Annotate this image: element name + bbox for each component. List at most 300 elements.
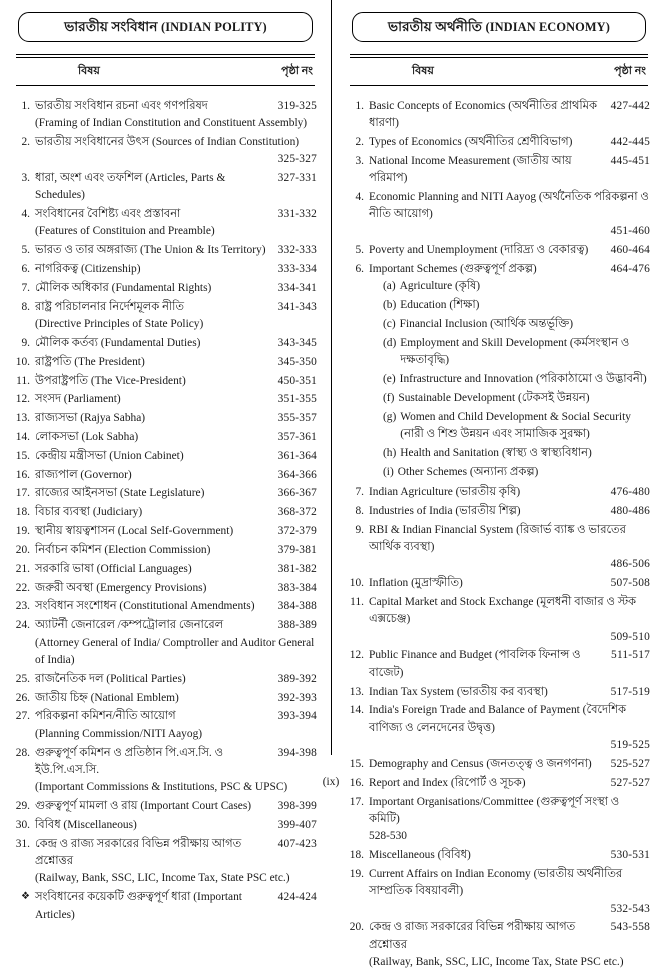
entry-number: 17.: [15, 487, 30, 500]
subentry-title: Employment and Skill Development (কর্মসংস্থান ও দক্ষতাবৃদ্ধি): [400, 336, 630, 367]
entry-page-range-wrapped: [369, 223, 650, 240]
entry-main-line: [369, 261, 650, 278]
entry-main-line: [35, 134, 317, 151]
toc-entry[interactable]: [14, 817, 317, 834]
entry-title: গুরুত্বপূর্ণ মামলা ও রায় (Important Court Cases): [35, 800, 252, 813]
entry-main-line: [35, 745, 317, 780]
toc-entry[interactable]: [14, 561, 317, 578]
toc-entry[interactable]: [14, 206, 317, 241]
subentry-title: Other Schemes (অন্যান্য প্রকল্প): [397, 465, 539, 478]
entry-number: 20.: [349, 921, 364, 934]
subentry-title: Education (শিক্ষা): [400, 299, 480, 312]
toc-entry[interactable]: [348, 503, 650, 520]
entry-page-range: 319-325: [277, 99, 317, 112]
entry-number: 2.: [21, 135, 30, 148]
entry-title: মৌলিক অধিকার (Fundamental Rights): [35, 281, 212, 294]
entry-title: গুরুত্বপূর্ণ কমিশন ও প্রতিষ্ঠান পি.এস.সি. ও ইউ.পি.এস.সি.: [35, 746, 223, 776]
entry-page-range-wrapped: [369, 556, 650, 573]
column-title-box-left: [18, 12, 313, 42]
entry-number: 5.: [355, 244, 364, 257]
entry-body: [35, 261, 317, 278]
entry-title: রাজ্যসভা (Rajya Sabha): [35, 412, 146, 425]
entry-page-range: 381-382: [277, 562, 317, 575]
entry-main-line: [35, 708, 317, 725]
entry-number: 13.: [15, 412, 30, 425]
toc-entry[interactable]: [14, 354, 317, 371]
entry-body: [35, 335, 317, 352]
toc-entry[interactable]: [14, 429, 317, 446]
entry-body: [35, 98, 317, 133]
entry-main-line: [369, 794, 650, 829]
entry-page-range: 450-351: [277, 374, 317, 387]
entry-body: [35, 206, 317, 241]
column-head-rules-left: [14, 54, 317, 86]
entry-main-line: [35, 373, 317, 390]
entry-page-range: 427-442: [610, 99, 650, 112]
toc-entry[interactable]: [14, 523, 317, 540]
toc-entry[interactable]: [348, 647, 650, 682]
entry-page-range: 345-350: [277, 355, 317, 368]
page-folio: (ix): [322, 776, 340, 788]
entry-main-line: [35, 485, 317, 502]
toc-entry[interactable]: [14, 261, 317, 278]
entry-body: [35, 485, 317, 502]
entry-number: 16.: [15, 468, 30, 481]
entry-number: 15.: [15, 449, 30, 462]
entry-main-line: [369, 684, 650, 701]
toc-entry[interactable]: [14, 299, 317, 334]
entry-body: [35, 373, 317, 390]
column-title-box-right: [352, 12, 646, 42]
entry-number: 8.: [355, 504, 364, 517]
head-rule-thick-left: [16, 54, 315, 55]
entry-number: 1.: [355, 99, 364, 112]
entry-number: 10.: [349, 577, 364, 590]
entry-title: নাগরিকত্ব (Citizenship): [35, 263, 141, 276]
column-head-row-right: [348, 58, 650, 85]
entry-main-line: [369, 594, 650, 629]
entry-number: 3.: [355, 154, 364, 167]
column-title-english-left: (INDIAN POLITY): [160, 19, 267, 34]
entry-page-range: 361-364: [277, 449, 317, 462]
entry-body: [35, 542, 317, 559]
entry-body: [35, 242, 317, 259]
entry-page-range: 445-451: [610, 154, 650, 167]
entry-title: সংবিধানের কয়েকটি গুরুত্বপূর্ণ ধারা (Important Articles): [35, 891, 242, 921]
entry-body: [35, 391, 317, 408]
entry-number: 12.: [15, 393, 30, 406]
entry-main-line: [369, 503, 650, 520]
entry-page-range: 517-519: [610, 685, 650, 698]
header-page-right: পৃষ্ঠা নং: [614, 64, 646, 77]
toc-entry[interactable]: [348, 575, 650, 592]
entry-main-line: [369, 847, 650, 864]
entry-page-range: 366-367: [277, 487, 317, 500]
subentry-label: (f): [383, 391, 395, 404]
entry-main-line: [35, 580, 317, 597]
toc-entry[interactable]: [14, 448, 317, 465]
entry-number: 24.: [15, 619, 30, 632]
toc-entry[interactable]: [348, 98, 650, 133]
entry-body: [369, 847, 650, 864]
entry-title: বিচার ব্যবস্থা (Judiciary): [35, 506, 143, 519]
toc-entry[interactable]: [348, 153, 650, 188]
entry-number: 28.: [15, 746, 30, 759]
entry-body: [35, 448, 317, 465]
entry-body: [35, 671, 317, 688]
subentry-label: (g): [383, 410, 397, 423]
entry-main-line: [369, 522, 650, 557]
entry-page-range-wrapped: [369, 901, 650, 918]
entry-main-line: [35, 354, 317, 371]
entry-body: [35, 467, 317, 484]
subentry-title: Health and Sanitation (স্বাস্থ্য ও স্বাস্থ্যবিধান): [400, 446, 592, 459]
toc-entry[interactable]: [348, 134, 650, 151]
entry-number: 21.: [15, 562, 30, 575]
column-head-rules-right: [348, 54, 650, 86]
entry-page-range: 442-445: [610, 135, 650, 148]
subentry-title: Women and Child Development & Social Security (নারী ও শিশু উন্নয়ন এবং সামাজিক সুরক্ষা): [400, 410, 631, 440]
entry-continuation: (Directive Principles of State Policy): [35, 318, 204, 331]
entry-main-line: [369, 756, 650, 773]
toc-entry[interactable]: [14, 170, 317, 205]
entry-body: [35, 798, 317, 815]
toc-entry[interactable]: [348, 866, 650, 918]
entry-title: সংসদ (Parliament): [35, 393, 121, 406]
toc-entry[interactable]: [348, 702, 650, 754]
entry-body: [35, 690, 317, 707]
entry-title: Miscellaneous (বিবিধ): [369, 849, 471, 862]
column-title-right: [388, 16, 610, 39]
entry-main-line: [35, 299, 317, 316]
entry-page-range: 424-424: [277, 891, 317, 904]
entry-page-range: 364-366: [277, 468, 317, 481]
entry-main-line: [35, 561, 317, 578]
entry-page-range: 388-389: [277, 619, 317, 632]
entry-title: Indian Agriculture (ভারতীয় কৃষি): [369, 485, 521, 498]
entry-number: 30.: [15, 818, 30, 831]
entry-title: কেন্দ্র ও রাজ্য সরকারের বিভিন্ন পরীক্ষায় আগত প্রশ্নোত্তর: [369, 921, 576, 951]
entry-body: [369, 794, 650, 846]
entry-main-line: [369, 242, 650, 259]
entry-body: [369, 98, 650, 133]
entry-body: [35, 299, 317, 334]
entry-body: [35, 280, 317, 297]
toc-entry[interactable]: [14, 598, 317, 615]
toc-entry[interactable]: [14, 580, 317, 597]
entry-number: 29.: [15, 800, 30, 813]
entry-body: [369, 647, 650, 682]
entry-body: [35, 598, 317, 615]
entry-title: রাষ্ট্র পরিচালনার নির্দেশমূলক নীতি: [35, 300, 184, 313]
entry-body: [35, 170, 317, 205]
entry-page-range: 486-506: [610, 558, 650, 571]
entry-number: 12.: [349, 649, 364, 662]
entry-page-range: 519-525: [610, 739, 650, 752]
entry-main-line: [35, 467, 317, 484]
entry-page-range: 394-398: [277, 746, 317, 759]
entry-title: জাতীয় চিহ্ন (National Emblem): [35, 691, 179, 704]
subentry-label: (c): [383, 318, 396, 331]
column-title-bengali-left: ভারতীয় সংবিধান: [64, 18, 158, 34]
entry-continuation: (Attorney General of India/ Comptroller and Auditor General of India): [35, 636, 315, 666]
entry-page-range: 383-384: [277, 581, 317, 594]
entry-body: [369, 756, 650, 773]
entry-page-range: 325-327: [277, 153, 317, 166]
entry-title: কেন্দ্র ও রাজ্য সরকারের বিভিন্ন পরীক্ষায় আগত প্রশ্নোত্তর: [35, 837, 242, 868]
entry-title: Important Organisations/Committee (গুরুত্বপূর্ণ সংস্থা ও কমিটি): [369, 795, 620, 825]
entry-main-line: [35, 261, 317, 278]
header-subject-right: বিষয়: [412, 64, 434, 77]
toc-entry[interactable]: [14, 690, 317, 707]
toc-subentry[interactable]: [383, 409, 650, 444]
entry-main-line: [35, 889, 317, 924]
entry-page-range: 355-357: [277, 412, 317, 425]
entry-continuation: (Railway, Bank, SSC, LIC, Income Tax, State PSC etc.): [35, 872, 290, 885]
subentry-title: Sustainable Development (টেকসই উন্নয়ন): [398, 391, 590, 404]
entry-title: মৌলিক কর্তব্য (Fundamental Duties): [35, 336, 201, 349]
entry-body: [35, 561, 317, 578]
entry-main-line: [35, 335, 317, 352]
column-title-bengali-right: ভারতীয় অর্থনীতি: [388, 18, 482, 34]
toc-entry[interactable]: [14, 745, 317, 797]
entry-body: [35, 817, 317, 834]
entry-body: [369, 484, 650, 501]
entry-number: 19.: [349, 867, 364, 880]
bullet-icon: ❖: [21, 891, 30, 903]
toc-entry[interactable]: [14, 410, 317, 427]
entry-title: National Income Measurement (জাতীয় আয় পরিমাপ): [369, 154, 572, 184]
entry-page-range-wrapped: [35, 151, 317, 168]
entry-main-line: [35, 98, 317, 115]
toc-entry[interactable]: [14, 242, 317, 259]
toc-entry[interactable]: [14, 708, 317, 743]
toc-subentry[interactable]: [383, 371, 650, 388]
entry-page-range: 343-345: [277, 336, 317, 349]
entry-title: সরকারি ভাষা (Official Languages): [35, 562, 192, 575]
entry-body: [369, 866, 650, 918]
entry-page-range: 525-527: [610, 757, 650, 770]
toc-entry[interactable]: [14, 504, 317, 521]
entry-main-line: [35, 617, 317, 634]
entry-main-line: [369, 98, 650, 133]
toc-entry[interactable]: [14, 335, 317, 352]
entry-number: 7.: [21, 281, 30, 294]
entry-number: 11.: [16, 374, 30, 387]
entry-body: [35, 429, 317, 446]
entry-title: Capital Market and Stock Exchange (মূলধনী বাজার ও স্টক এক্সচেঞ্জ): [369, 595, 637, 626]
toc-entry[interactable]: [348, 794, 650, 846]
subentry-label: (h): [383, 446, 397, 459]
toc-entry[interactable]: [348, 756, 650, 773]
header-subject-left: বিষয়: [78, 64, 100, 77]
entry-number: 1.: [21, 99, 30, 112]
toc-entry[interactable]: [14, 798, 317, 815]
entry-title: নির্বাচন কমিশন (Election Commission): [35, 543, 211, 556]
entry-body: [369, 702, 650, 754]
entry-main-line: [35, 429, 317, 446]
entry-number: 15.: [349, 757, 364, 770]
toc-entry[interactable]: [348, 847, 650, 864]
column-title-left: [64, 16, 267, 39]
subentry-label: (a): [383, 280, 396, 293]
entry-title: কেন্দ্রীয় মন্ত্রীসভা (Union Cabinet): [35, 449, 184, 462]
head-rule-under-left: [16, 85, 315, 86]
entry-title: স্থানীয় স্বায়ত্বশাসন (Local Self-Government): [35, 525, 234, 538]
entry-main-line: [35, 410, 317, 427]
entry-page-range: 327-331: [277, 171, 317, 184]
entry-page-range: 384-388: [277, 600, 317, 613]
toc-entry[interactable]: [348, 261, 650, 482]
toc-entry[interactable]: [348, 594, 650, 646]
toc-subentry[interactable]: [383, 316, 650, 333]
entry-title: রাজ্যপাল (Governor): [35, 468, 132, 481]
entry-title: ভারতীয় সংবিধানের উৎস (Sources of Indian Constitution): [35, 135, 300, 148]
entry-body: [35, 504, 317, 521]
entry-title: Current Affairs on Indian Economy (ভারতীয় অর্থনীতির সাম্প্রতিক বিষয়াবলী): [369, 867, 623, 898]
entry-page-range: 460-464: [610, 244, 650, 257]
entry-main-line: [35, 391, 317, 408]
toc-entry[interactable]: [14, 391, 317, 408]
subentry-label: (b): [383, 299, 397, 312]
toc-entry[interactable]: [14, 467, 317, 484]
entry-title: Economic Planning and NITI Aayog (অর্থনৈতিক পরিকল্পনা ও নীতি আয়োগ): [369, 190, 649, 221]
entry-main-line: [35, 206, 317, 223]
entry-number: 17.: [349, 795, 364, 808]
entry-title: Demography and Census (জনতত্ত্ব ও জনগণনা): [369, 757, 592, 770]
toc-subentry[interactable]: [383, 335, 650, 370]
entry-number: 7.: [355, 485, 364, 498]
entry-number: 18.: [15, 506, 30, 519]
entry-page-range: 407-423: [277, 837, 317, 850]
toc-entry[interactable]: [14, 134, 317, 169]
toc-entry[interactable]: [14, 671, 317, 688]
entry-main-line: [369, 189, 650, 224]
entry-number: 18.: [349, 849, 364, 862]
entry-main-line: [35, 448, 317, 465]
entry-page-range: 392-393: [277, 691, 317, 704]
entry-page-range: 532-543: [610, 902, 650, 915]
entry-number: 4.: [355, 190, 364, 203]
entry-page-range: 393-394: [277, 710, 317, 723]
entry-body: [369, 189, 650, 241]
toc-entry[interactable]: [14, 485, 317, 502]
entry-page-range: 527-527: [610, 776, 650, 789]
toc-subentry[interactable]: [383, 464, 650, 481]
entry-page-range: 357-361: [277, 431, 317, 443]
entry-page-range: 399-407: [277, 818, 317, 831]
entry-page-range: 379-381: [277, 543, 317, 556]
entry-title: Public Finance and Budget (পাবলিক ফিনান্স ও বাজেট): [369, 649, 581, 679]
entry-page-range: 464-476: [610, 263, 650, 276]
entry-number: 27.: [15, 710, 30, 723]
header-page-left: পৃষ্ঠা নং: [281, 64, 313, 77]
entry-body: [35, 354, 317, 371]
entry-body: [369, 261, 650, 482]
entry-title: India's Foreign Trade and Balance of Payment (বৈদেশিক বাণিজ্য ও লেনদেনের উদ্বৃত্ত): [369, 704, 626, 734]
entry-number: 19.: [15, 525, 30, 538]
entry-number: 26.: [15, 691, 30, 704]
entry-page-range: 543-558: [610, 921, 650, 934]
entry-page-range: 389-392: [277, 672, 317, 685]
entry-page-range: 398-399: [277, 800, 317, 813]
entry-page-range: 341-343: [277, 300, 317, 313]
toc-subentry[interactable]: [383, 297, 650, 314]
entry-title: Basic Concepts of Economics (অর্থনীতির প্রাথমিক ধারণা): [369, 99, 597, 129]
entry-continuation: (Planning Commission/NITI Aayog): [35, 727, 203, 740]
entry-number: 25.: [15, 672, 30, 685]
entry-continuation: (Important Commissions & Institutions, PSC & UPSC): [35, 781, 288, 794]
entry-body: [35, 523, 317, 540]
entry-main-line: [35, 798, 317, 815]
entry-title: জরুরী অবস্থা (Emergency Provisions): [35, 581, 207, 594]
entry-number: 4.: [21, 208, 30, 221]
toc-entry[interactable]: [14, 542, 317, 559]
entry-body: [369, 594, 650, 646]
entry-title: বিবিধ (Miscellaneous): [35, 818, 137, 831]
entry-main-line: [369, 575, 650, 592]
entry-body: [369, 684, 650, 701]
entry-body: [35, 708, 317, 743]
entry-main-line: [369, 153, 650, 188]
entry-body: [369, 575, 650, 592]
entry-number: 31.: [15, 837, 30, 850]
entry-page-range: 332-333: [277, 244, 317, 257]
entry-title: অ্যাটর্নী জেনারেল /কম্পট্রোলার জেনারেল: [35, 619, 224, 632]
entry-number: 2.: [355, 135, 364, 148]
entry-number: 13.: [349, 685, 364, 698]
entry-body: [369, 134, 650, 151]
toc-entry[interactable]: [14, 617, 317, 669]
toc-entry[interactable]: [348, 189, 650, 241]
entry-main-line: [35, 542, 317, 559]
entry-number: 22.: [15, 581, 30, 594]
toc-subentry[interactable]: [383, 390, 650, 407]
toc-entry[interactable]: [348, 684, 650, 701]
entry-title: Poverty and Unemployment (দারিদ্র্য ও বেকারত্ব): [369, 244, 589, 257]
toc-entry[interactable]: [348, 242, 650, 259]
toc-entry[interactable]: [348, 484, 650, 501]
entry-number: 8.: [21, 300, 30, 313]
toc-entry[interactable]: [14, 280, 317, 297]
entry-title: Types of Economics (অর্থনীতির শ্রেণীবিভাগ): [369, 135, 573, 148]
toc-subentry[interactable]: [383, 278, 650, 295]
entry-page-range: 351-355: [277, 393, 317, 406]
subentry-label: (i): [383, 465, 394, 478]
entry-title: রাষ্ট্রপতি (The President): [35, 355, 145, 368]
toc-entry[interactable]: [14, 889, 317, 924]
toc-entry[interactable]: [348, 919, 650, 971]
head-rule-under-right: [350, 85, 648, 86]
entry-number: 14.: [15, 431, 30, 443]
toc-entry[interactable]: [348, 522, 650, 574]
entry-main-line: [35, 523, 317, 540]
entry-body: [35, 617, 317, 669]
entry-page-range: 476-480: [610, 485, 650, 498]
entry-title: Important Schemes (গুরুত্বপূর্ণ প্রকল্প): [369, 263, 537, 276]
column-title-english-right: (INDIAN ECONOMY): [485, 19, 610, 34]
toc-entry[interactable]: [14, 373, 317, 390]
toc-entry[interactable]: [14, 98, 317, 133]
toc-entry[interactable]: [14, 836, 317, 888]
entry-number: 14.: [349, 704, 364, 717]
subentry-title: Financial Inclusion (আর্থিক অন্তর্ভূক্তি): [399, 318, 573, 331]
entry-page-range: 509-510: [610, 630, 650, 643]
toc-subentry[interactable]: [383, 445, 650, 462]
entry-page-range: 480-486: [610, 504, 650, 517]
subentry-label: (d): [383, 336, 397, 349]
entry-body: [369, 153, 650, 188]
